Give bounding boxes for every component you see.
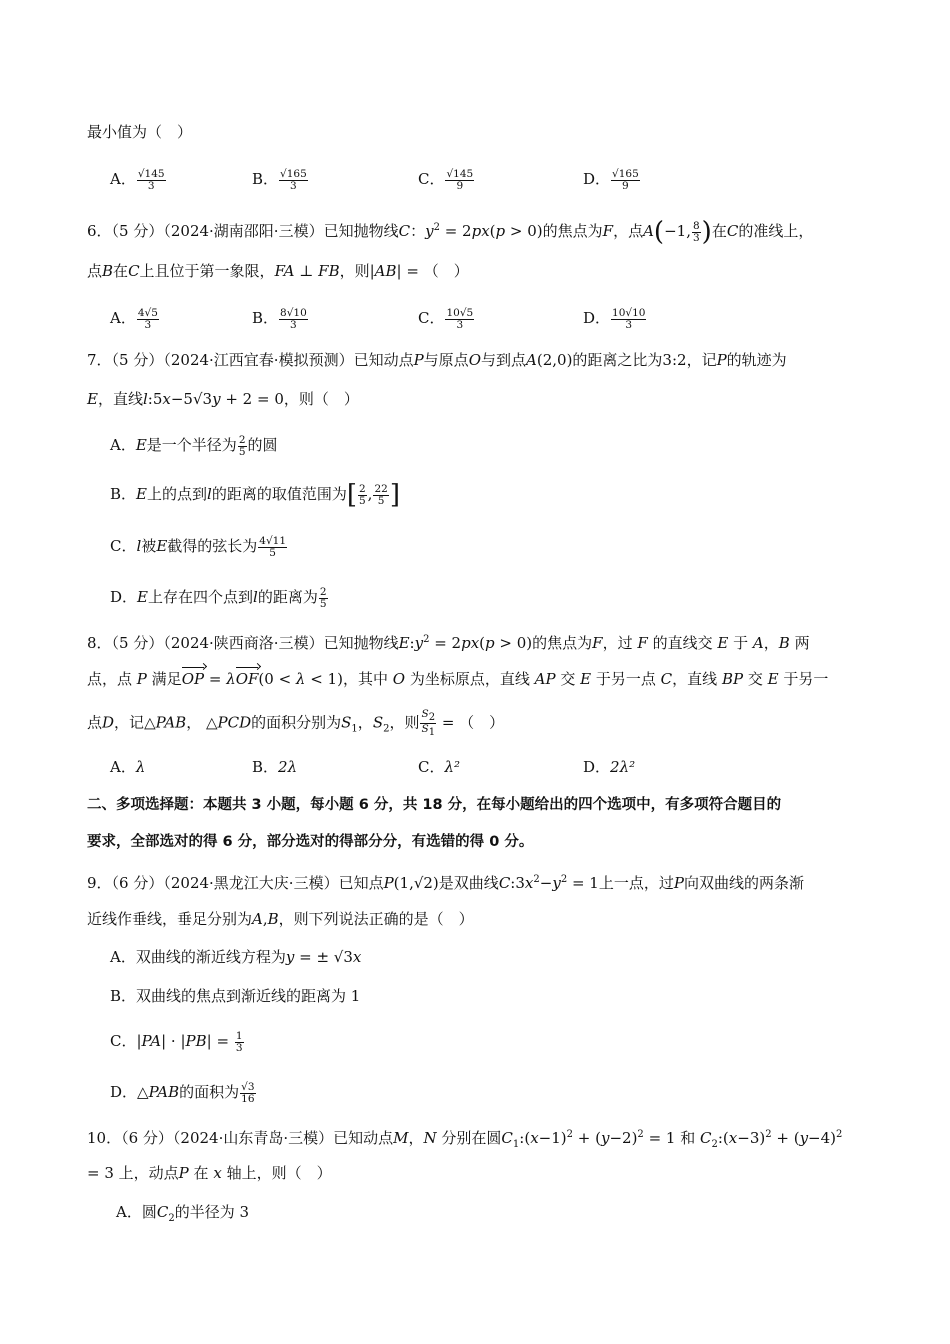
- q5-option-b[interactable]: B． $\frac{√165}{3}$: [252, 167, 307, 192]
- fraction: $\frac{4√5}{3}$: [137, 306, 158, 331]
- q6-stem-line2: 点B在C上且位于第一象限，FA ⊥ FB，则|AB| = （ ）: [87, 262, 469, 280]
- fraction: $\frac{√165}{3}$: [280, 167, 307, 192]
- q6-option-b[interactable]: B． $\frac{8√10}{3}$: [252, 306, 307, 331]
- q7-stem-line1: 7．（5 分）（2024·江西宜春·模拟预测）已知动点P与原点O与到点A(2,0)的距离之比为3:2，记P的轨迹为: [87, 351, 787, 369]
- q7-option-d[interactable]: D．E上存在四个点到l的距离为 $\frac{2}{5}$: [110, 585, 327, 610]
- section2-heading-line2: 要求，全部选对的得 6 分，部分选对的得部分分，有选错的得 0 分。: [87, 834, 534, 850]
- q6-option-c[interactable]: C． $\frac{10√5}{3}$: [418, 306, 474, 331]
- q5-tail: 最小值为（ ）: [87, 123, 193, 141]
- q8-option-b[interactable]: B．2λ: [252, 758, 298, 776]
- q9-option-a[interactable]: A．双曲线的渐近线方程为y = ± √3x: [110, 948, 362, 966]
- q7-option-c[interactable]: C．l被E截得的弦长为 $\frac{4√11}{5}$: [110, 534, 287, 559]
- q8-option-a[interactable]: A．λ: [110, 758, 146, 776]
- q9-option-d[interactable]: D．△PAB的面积为 $\frac{√3}{16}$: [110, 1080, 255, 1105]
- q6-stem-line1: 6．（5 分）（2024·湖南邵阳·三模）已知抛物线C：$y^2 = 2px(p > 0)$的焦点为F，点A(−1, $\frac{8}{3}$ )在C的准线上，: [87, 217, 814, 247]
- q9-option-b[interactable]: B．双曲线的焦点到渐近线的距离为 1: [110, 987, 361, 1005]
- fraction: $\frac{√165}{9}$: [612, 167, 639, 192]
- q6-option-d[interactable]: D． $\frac{10√10}{3}$: [583, 306, 646, 331]
- q8-stem-line3: 点D，记△PAB， △PCD的面积分别为$S_1$，$S_2$，则 $\frac{S_2}{S_1}$ = （ ）: [87, 708, 505, 739]
- q10-option-a[interactable]: A．圆$C_2$的半径为 3: [116, 1203, 250, 1224]
- q5-option-a[interactable]: A． $\frac{√145}{3}$: [110, 167, 165, 192]
- section2-heading-line1: 二、多项选择题：本题共 3 小题，每小题 6 分，共 18 分，在每小题给出的四个选项中，有多项符合题目的: [87, 797, 782, 813]
- q10-stem-line2: = 3 上，动点P 在 x 轴上，则（ ）: [87, 1164, 332, 1182]
- fraction: $\frac{10√5}{3}$: [446, 306, 474, 331]
- q8-stem-line2: 点，点 P 满足OP = λOF(0 < λ < 1)，其中 O 为坐标原点，直线 AP 交 E 于另一点 C，直线 BP 交 E 于另一: [87, 666, 828, 692]
- q9-option-c[interactable]: C．|PA| · |PB| = $\frac{1}{3}$: [110, 1029, 243, 1054]
- q9-stem-line1: 9．（6 分）（2024·黑龙江大庆·三模）已知点P(1,√2)是双曲线$C:3x^2-y^2 = 1$上一点，过P向双曲线的两条渐: [87, 874, 804, 892]
- q5-option-d[interactable]: D． $\frac{√165}{9}$: [583, 167, 639, 192]
- q6-option-a[interactable]: A． $\frac{4√5}{3}$: [110, 306, 158, 331]
- q10-stem-line1: 10．（6 分）（2024·山东青岛·三模）已知动点M，N 分别在圆$C_1:(x-1)^2 + (y-2)^2 = 1$ 和 $C_2:(x-3)^2 + (y-4)^2$: [87, 1129, 843, 1150]
- q8-option-c[interactable]: C．λ²: [418, 758, 461, 776]
- q7-option-b[interactable]: B．E上的点到l的距离的取值范围为[ $\frac{2}{5}$ , $\frac{22}{5}$ ]: [110, 480, 400, 510]
- q7-option-a[interactable]: A．E是一个半径为 $\frac{2}{5}$ 的圆: [110, 433, 278, 458]
- q5-option-c[interactable]: C． $\frac{√145}{9}$: [418, 167, 474, 192]
- fraction: $\frac{10√10}{3}$: [612, 306, 646, 331]
- q8-option-d[interactable]: D．2λ²: [583, 758, 636, 776]
- q8-stem-line1: 8．（5 分）（2024·陕西商洛·三模）已知抛物线$E:y^2 = 2px(p > 0)$的焦点为F，过 F 的直线交 E 于 A，B 两: [87, 634, 810, 652]
- fraction: $\frac{√145}{3}$: [137, 167, 165, 192]
- q9-stem-line2: 近线作垂线，垂足分别为A,B，则下列说法正确的是（ ）: [87, 910, 474, 928]
- fraction: $\frac{√145}{9}$: [446, 167, 474, 192]
- q7-stem-line2: E，直线l:5x−5√3y + 2 = 0，则（ ）: [87, 390, 359, 408]
- fraction: $\frac{8√10}{3}$: [280, 306, 307, 331]
